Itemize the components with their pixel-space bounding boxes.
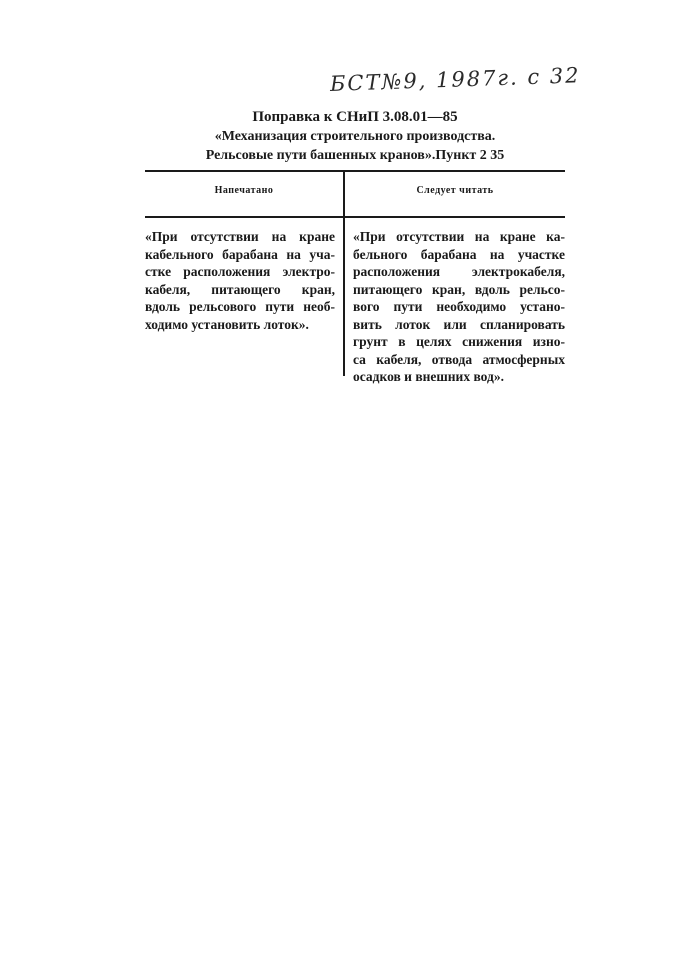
correct-line: «При отсутствии на кране ка- <box>353 229 565 244</box>
table-column-divider <box>343 170 345 376</box>
cell-printed-text <box>145 228 335 333</box>
document-title <box>145 108 565 165</box>
table-top-rule <box>145 170 565 172</box>
printed-line: кабельного барабана на уча- <box>145 246 335 262</box>
column-header-should-read: Следует читать <box>416 185 494 196</box>
printed-line: стке расположения электро- <box>145 264 335 279</box>
table-header-rule <box>145 216 565 218</box>
printed-line: вдоль рельсового пути необ- <box>145 299 335 314</box>
correct-line: вого пути необходимо устано- <box>353 299 565 314</box>
correct-line: са кабеля, отвода атмосферных <box>353 351 565 367</box>
correct-line: расположения электрокабеля, <box>353 264 565 279</box>
column-header-printed: Напечатано <box>214 185 274 196</box>
title-line-2: «Механизация строительного производства. <box>214 129 496 144</box>
correct-line: бельного барабана на участке <box>353 246 565 262</box>
correct-line: питающего кран, вдоль рельсо- <box>353 281 565 297</box>
handwritten-reference-note: БСТ№9, 1987г. с 32 <box>329 63 581 96</box>
title-line-3: Рельсовые пути башенных кранов».Пункт 2 35 <box>205 148 505 163</box>
printed-line: кабеля, питающего кран, <box>145 281 335 297</box>
printed-line: «При отсутствии на кране <box>145 229 335 244</box>
cell-correct-text <box>353 228 565 386</box>
correct-line: вить лоток или спланировать <box>353 316 565 332</box>
correct-line: осадков и внешних вод». <box>353 369 504 384</box>
title-line-1: Поправка к СНиП 3.08.01—85 <box>252 109 458 125</box>
printed-line: ходимо установить лоток». <box>145 316 309 332</box>
correct-line: грунт в целях снижения изно- <box>353 334 565 349</box>
